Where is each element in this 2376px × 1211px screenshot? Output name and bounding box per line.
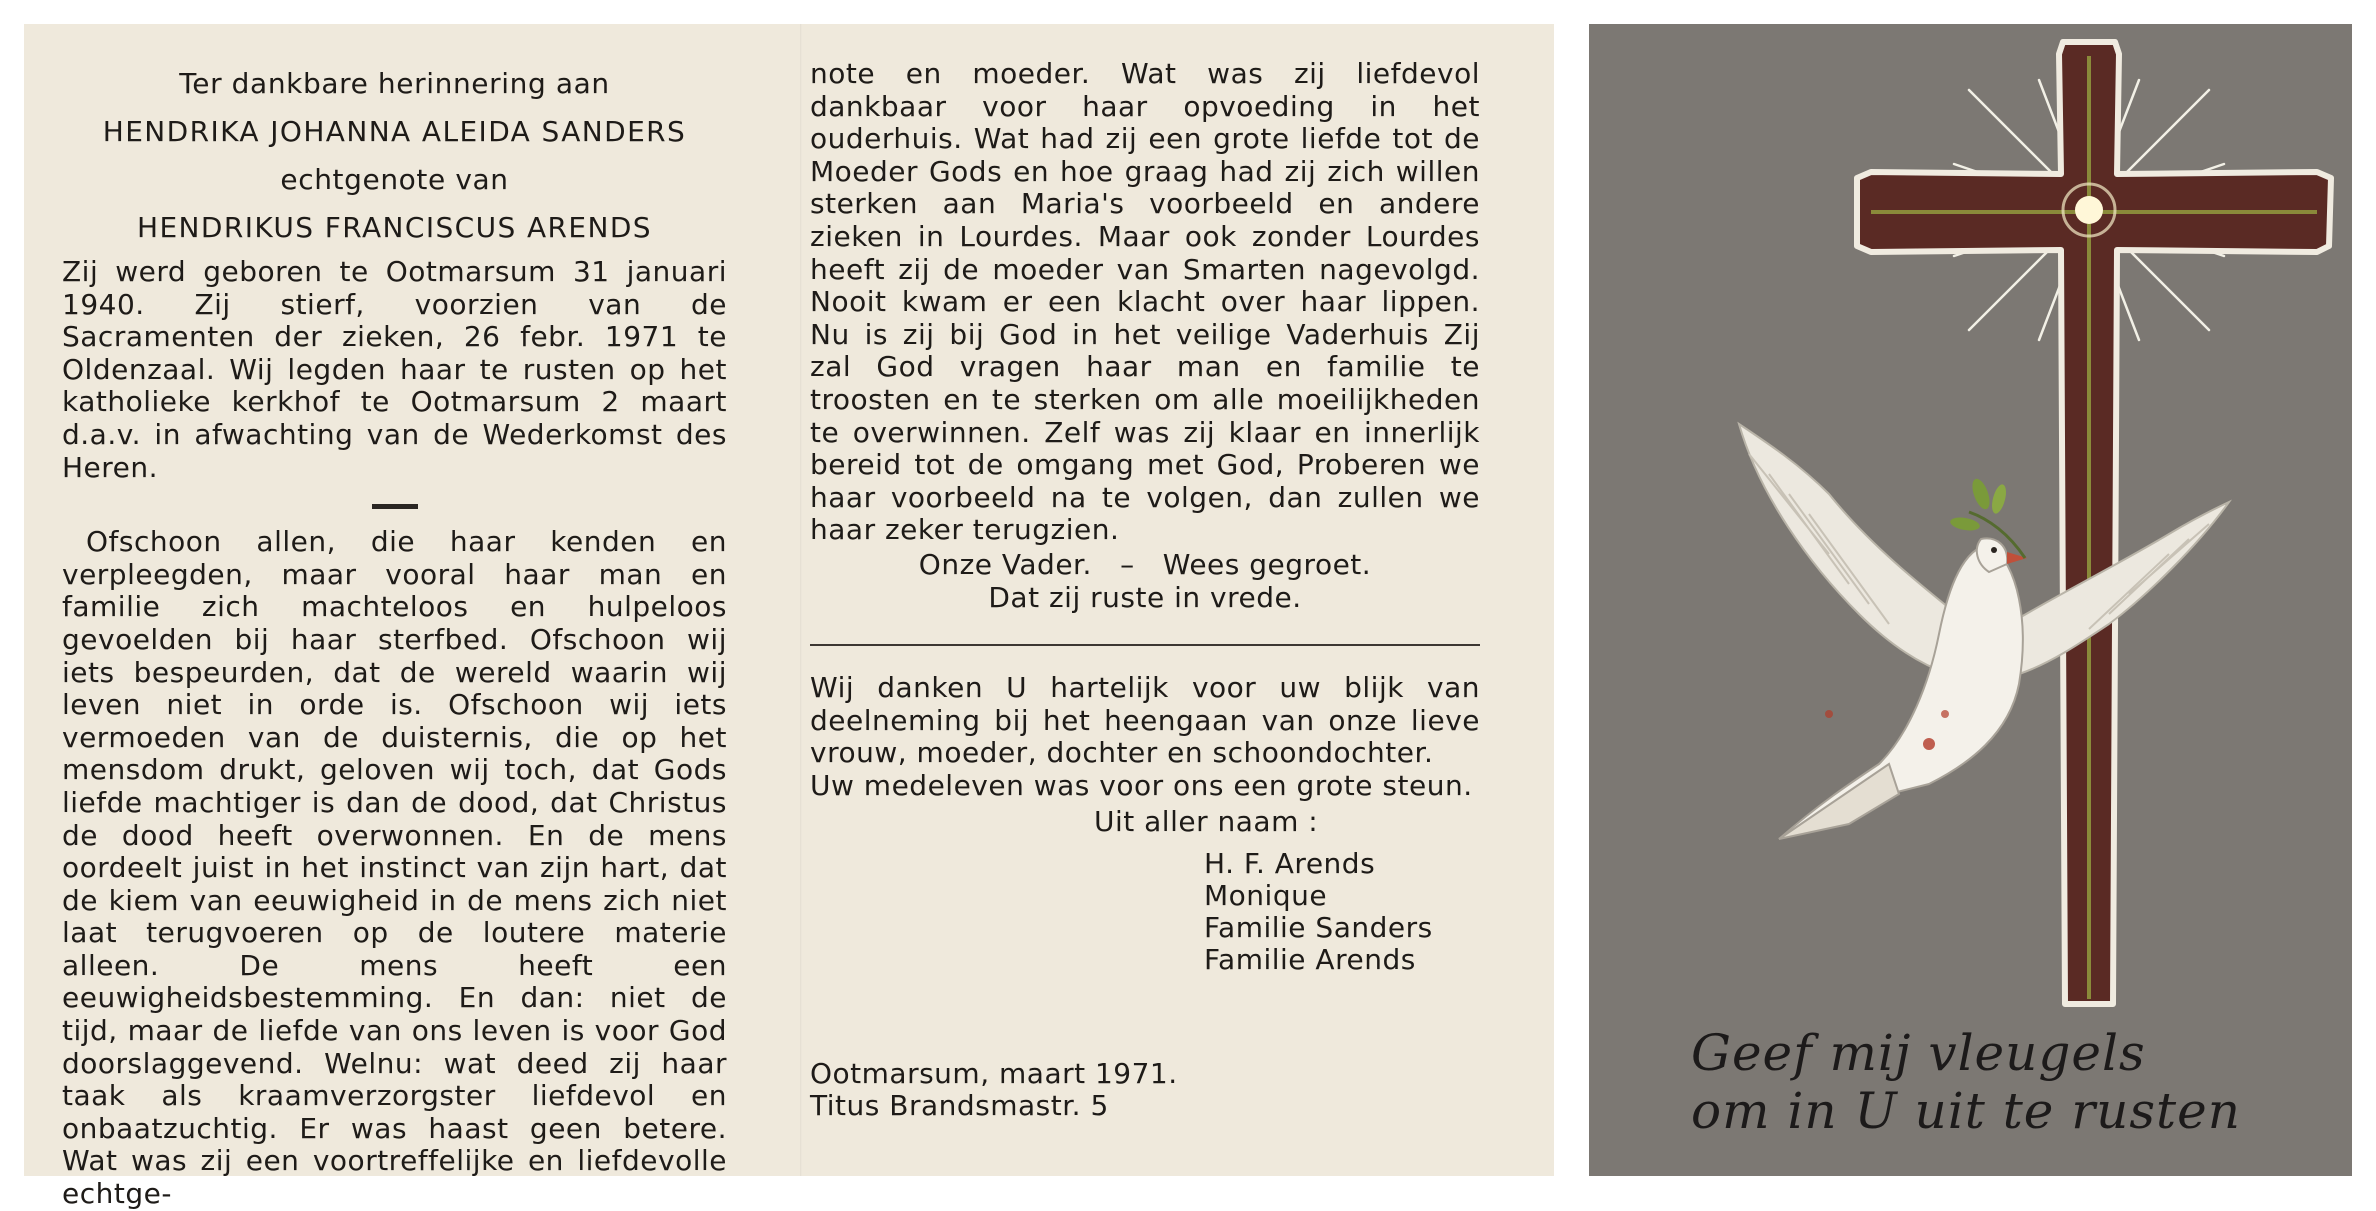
signer-name: Familie Sanders bbox=[1204, 911, 1433, 945]
prayers bbox=[810, 549, 1480, 614]
spouse-name: HENDRIKUS FRANCISCUS ARENDS bbox=[137, 211, 652, 244]
long-divider bbox=[810, 644, 1480, 646]
biography-paragraph: Zij werd geboren te Ootmarsum 31 januari 1940. Zij stierf, voorzien van de Sacramenten der zieken, 26 febr. 1971 te Oldenzaal. Wij legden haar te rusten op het katholieke kerkhof te Ootmarsum 2 maart d.a.v. in afwachting van de Wederkomst des Heren. bbox=[62, 255, 727, 484]
meditation-text bbox=[62, 526, 727, 1210]
left-panel bbox=[62, 60, 727, 1211]
signer-name: H. F. Arends bbox=[1204, 847, 1376, 881]
place-date: Ootmarsum, maart 1971. bbox=[810, 1057, 1178, 1090]
signoff-line: Uit aller naam : bbox=[1094, 805, 1319, 839]
motto-text bbox=[1691, 1024, 2251, 1140]
meditation-paragraph-1: Ofschoon allen, die haar kenden en verpleegden, maar vooral haar man en familie zich machteloos en hulpeloos gevoelden bij haar sterfbed. Ofschoon wij iets bespeurden, dat de wereld waarin wij leven niet in orde is. Ofschoon wij iets vermoeden van de duisternis, die op het mensdom drukt, geloven wij toch, dat Gods liefde machtiger is dan de dood, dat Christus de dood heeft overwonnen. En de mens oordeelt juist in het instinct van zijn hart, dat de kiem van eeuwigheid in de mens zich niet laat terugvoeren op de loutere materie alleen. De mens heeft een eeuwigheidsbestemming. En dan: niet de tijd, maar de liefde van ons leven is voor God doorslaggevend. Welnu: wat deed zij haar taak als kraamverzorgster liefdevol en onbaatzuchtig. Er was haast geen betere. Wat was zij een voortreffelijke en liefdevolle echtge- bbox=[62, 525, 727, 1211]
signer-name: Familie Arends bbox=[1204, 943, 1416, 977]
middle-panel bbox=[810, 58, 1480, 976]
prayer-line-1: Onze Vader. – Wees gegroet. bbox=[918, 547, 1372, 581]
meditation-paragraph-2: note en moeder. Wat was zij liefdevol dankbaar voor haar opvoeding in het ouderhuis. Wat had zij een grote liefde tot de Moeder Gods en hoe graag had zij zich willen sterken aan Maria's voorbeeld en andere zieken in Lourdes. Maar ook zonder Lourdes heeft zij de moeder van Smarten nagevolgd. Nooit kwam er een klacht over haar lippen. Nu is zij bij God in het veilige Vaderhuis Zij zal God vragen haar man en familie te troosten en te sterken om alle moeilijkheden te overwinnen. Zelf was zij klaar en innerlijk bereid tot de omgang met God, Proberen we haar voorbeeld na te volgen, dan zullen we haar zeker terugzien. bbox=[810, 57, 1480, 547]
meditation-continued bbox=[810, 58, 1480, 547]
short-divider bbox=[372, 504, 418, 509]
thanks-paragraph: Wij danken U hartelijk voor uw blijk van deelneming bij het heengaan van onze lieve vrouw, moeder, dochter en schoondochter. bbox=[810, 671, 1480, 770]
signer-name: Monique bbox=[1204, 879, 1328, 913]
motto-line-1: Geef mij vleugels bbox=[1691, 1024, 2146, 1082]
prayer-line-2: Dat zij ruste in vrede. bbox=[988, 580, 1302, 614]
cross-icon bbox=[1857, 42, 2331, 1004]
thanks-support-line: Uw medeleven was voor ons een grote steun. bbox=[810, 768, 1473, 802]
spouse-intro: echtgenote van bbox=[280, 163, 509, 196]
devotional-picture bbox=[1589, 24, 2352, 1176]
motto-line-2: om in U uit te rusten bbox=[1691, 1082, 2241, 1140]
signers-list bbox=[1204, 848, 1480, 976]
deceased-name: HENDRIKA JOHANNA ALEIDA SANDERS bbox=[102, 115, 687, 148]
cross-and-dove-illustration bbox=[1589, 24, 2352, 1176]
street-address: Titus Brandsmastr. 5 bbox=[810, 1089, 1109, 1122]
dedication-line: Ter dankbare herinnering aan bbox=[179, 67, 610, 100]
biography-text bbox=[62, 256, 727, 484]
card-fold bbox=[800, 24, 802, 1176]
thanks-text bbox=[810, 672, 1480, 802]
place-and-address bbox=[810, 1058, 1178, 1122]
